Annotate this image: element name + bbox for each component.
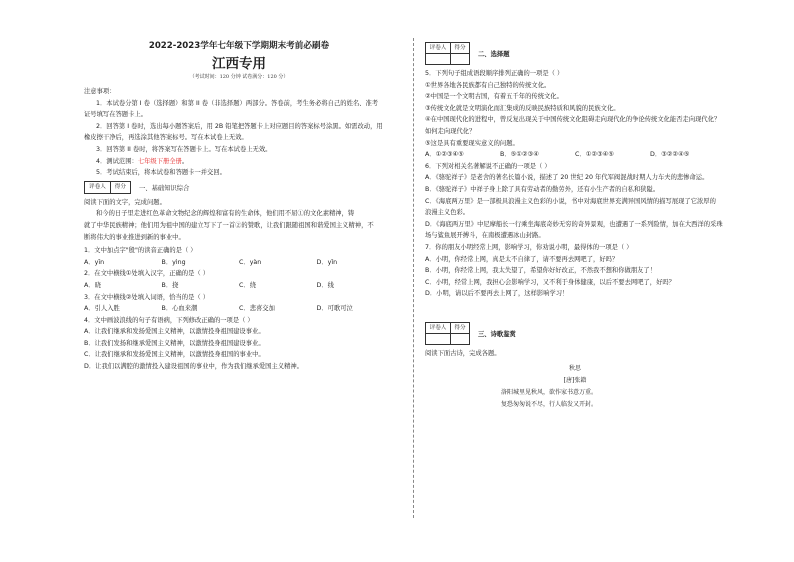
scorer-label: 评卷人	[426, 323, 451, 333]
q5-option-d[interactable]: D．③②②④⑤	[650, 151, 690, 159]
section3-header	[425, 322, 725, 345]
q5-item: 如何走向现代化？	[425, 127, 476, 135]
q2-option-c[interactable]: C．绕	[239, 281, 256, 289]
q4-option-b[interactable]: B．让我们发扬和继承爱国主义精神，以激情投身祖国建设事业。	[84, 339, 265, 347]
column-divider	[413, 38, 414, 518]
section1-header	[84, 181, 394, 194]
q7-option-c[interactable]: C．小明，经常上网，我担心会影响学习，又不利于身体健康，以后不要去网吧了，好吗？	[425, 278, 675, 286]
section2-header	[425, 42, 725, 65]
q1-stem: 1．文中加点字"殷"的读音正确的是（ ）	[84, 247, 197, 255]
score-cell	[451, 334, 469, 344]
q7-option-d[interactable]: D．小明，请以后不要再去上网了，这样影响学习！	[425, 290, 569, 298]
score-label: 得分	[454, 45, 466, 51]
q1-option-d[interactable]: D．yǐn	[316, 258, 338, 266]
q2-options	[84, 280, 394, 292]
q4-option-d[interactable]: D．让我们以满腔的激情投入建设祖国的事业中，作为我们继承爱国主义精神。	[84, 363, 303, 371]
passage-line: 和今的日子里走进红色革命文物纪念的辉煌和富有的生命体，他们用不屈①的文化素精神，铸	[96, 210, 355, 218]
q3-options	[84, 303, 394, 315]
q5-option-b[interactable]: B．⑤①②③④	[500, 151, 539, 159]
notice-scope-suffix: 。	[181, 157, 189, 165]
q2-option-b[interactable]: B．挠	[161, 281, 179, 289]
scorer-label: 评卷人	[426, 43, 451, 53]
q6-option-c-cont: 浪漫主义色彩。	[425, 209, 470, 217]
q3-option-b[interactable]: B．心血来潮	[161, 305, 198, 313]
q5-option-a[interactable]: A．①②③④⑤	[425, 151, 464, 159]
notice-scope-prefix: 4．测试范围：	[96, 157, 138, 165]
q5-item: ②中国是一个文明古国，有着五千年的传统文化。	[425, 93, 563, 101]
q4-stem: 4．文中画波浪线的句子有语病，下列修改正确的一项是（ ）	[84, 316, 254, 324]
q3-stem: 3．在文中横线②处填入词语，恰当的是（ ）	[84, 293, 209, 301]
q1-option-b[interactable]: B．yìng	[161, 258, 186, 266]
q5-item: ①世界各地各民族都有自己独特的传统文化。	[425, 81, 551, 89]
q6-stem: 6．下列对相关名著解说不正确的一项是（ ）	[425, 162, 551, 170]
q6-option-d-cont: 场与鲨鱼展开搏斗，在南极遭遇冰山封路。	[425, 232, 545, 240]
q5-item: ④在中国现代化的进程中，曾反复出现关于中国传统文化阻碍走向现代化的争论传统文化能否走向现代化？	[425, 116, 721, 124]
q3-option-a[interactable]: A．引人入胜	[84, 305, 120, 313]
passage-line: 断将伟大的事业推进到新的事业中。	[84, 233, 185, 241]
section2-title: 二、选择题	[478, 51, 510, 58]
left-column	[84, 40, 394, 373]
score-grid	[425, 42, 470, 65]
q5-item: ③传统文化就是文明演化而汇集成的反映民族特质和风貌的民族文化。	[425, 104, 620, 112]
q7-option-b[interactable]: B．小明，你经常上网，我太失望了，希望你好好改正，不然我不想和你做朋友了！	[425, 267, 657, 275]
score-label: 得分	[454, 324, 466, 331]
exam-title: 2022-2023学年七年级下学期期末考前必刷卷	[148, 41, 330, 51]
read-instruction: 阅读下面的文字，完成问题。	[84, 198, 166, 206]
q6-option-b[interactable]: B．《骆驼祥子》中祥子身上除了具有劳动者的勤劳外，还有小生产者的自私和狭隘。	[425, 185, 660, 193]
passage-line: 就了中华民族精神；他们用为祖中国的建立写下了一首②的赞歌，让我们跟随祖国和谐爱国主义精神，不	[84, 221, 374, 229]
poem-instruction: 阅读下面古诗，完成各题。	[425, 349, 501, 357]
scorer-label: 评卷人	[85, 182, 111, 193]
scorer-cell	[426, 54, 451, 64]
q4-option-c[interactable]: C．让我们继承和发扬爱国主义精神，以激情投身祖国的事业中。	[84, 351, 265, 359]
right-column	[425, 40, 725, 411]
q1-options	[84, 257, 394, 269]
exam-subject: 江西专用	[212, 56, 266, 72]
q4-option-a[interactable]: A．让我们继承和发扬爱国主义精神，以激情投身祖国建设事业。	[84, 328, 265, 336]
poem-author: [唐]张籍	[563, 377, 587, 385]
poem-line: 复恐匆匆说不尽，行人临发又开封。	[501, 401, 598, 409]
q6-option-d[interactable]: D．《海底两万里》中尼摩船长一行乘坐海底奇妙无穷的奇异景观，也遭遇了一系列险情，加在大西洋的采珠	[425, 220, 723, 228]
q6-option-c[interactable]: C．《海底两万里》是一部极具浪漫主义色彩的小说，书中对海底世界充满异国风情的描写展现了它浓厚的	[425, 197, 716, 205]
notice-scope-value: 七年级下册全册	[137, 157, 182, 165]
q5-options	[425, 149, 725, 161]
notice-title: 注意事项：	[84, 88, 116, 95]
section1-title: 一、基础知识综合	[139, 184, 190, 192]
q7-stem: 7．你的朋友小明经常上网，影响学习，你劝说小明，最得体的一项是（ ）	[425, 243, 633, 251]
notice-line: 5．考试结束后，将本试卷和答题卡一并交回。	[96, 169, 226, 177]
score-cell	[451, 54, 469, 64]
notice-scope	[84, 156, 394, 168]
q2-option-d[interactable]: D．线	[316, 281, 334, 289]
q2-stem: 2．在文中横线①处填入汉字，正确的是（ ）	[84, 270, 209, 278]
q3-option-c[interactable]: C．悲喜交加	[239, 305, 275, 313]
notice-line: 1．本试卷分第 I 卷（选择题）和第 II 卷（非选择题）两部分。答卷前，考生务必将自己的姓名、准考	[96, 99, 379, 107]
notice-line: 证号填写在答题卡上。	[84, 111, 147, 119]
scorer-cell	[426, 334, 451, 344]
poem-line: 洛阳城里见秋风，欲作家书意万重。	[501, 389, 598, 397]
q2-option-a[interactable]: A．晓	[84, 281, 101, 289]
section3-title: 三、诗歌鉴赏	[478, 330, 516, 338]
q5-option-c[interactable]: C．①②③④⑤	[575, 151, 614, 159]
q7-option-a[interactable]: A．小明，你经常上网，真是太不自律了，请不要再去网吧了，好吗？	[425, 255, 619, 263]
score-grid	[425, 322, 470, 345]
q1-option-a[interactable]: A．yīn	[84, 258, 105, 266]
q5-item: ⑤这是具有重要现实意义的问题。	[425, 139, 519, 147]
score-label: 得分	[114, 183, 126, 190]
notice-line: 3．回答第 II 卷时，将答案写在答题卡上。写在本试卷上无效。	[96, 145, 272, 153]
q5-stem: 5．下列句子组成语段顺序排列正确的一项是（ ）	[425, 70, 564, 77]
q6-option-a[interactable]: A．《骆驼祥子》是老舍的著名长篇小说，描述了 20 世纪 20 年代军阀混战时期人力车夫的悲惨命运。	[425, 174, 709, 182]
exam-time: （考试时间：120 分钟 试卷满分：120 分）	[189, 74, 289, 80]
notice-line: 橡皮擦干净后，再选涂其他答案标号。写在本试卷上无效。	[84, 134, 248, 142]
poem-title: 秋思	[568, 365, 581, 373]
score-box	[84, 181, 131, 194]
q3-option-d[interactable]: D．可歌可泣	[316, 305, 353, 313]
notice-line: 2．回答第 I 卷时，选出每小题答案后，用 2B 铅笔把答题卡上对应题目的答案标号涂黑。如需改动，用	[96, 122, 383, 130]
q1-option-c[interactable]: C．yàn	[239, 258, 262, 266]
